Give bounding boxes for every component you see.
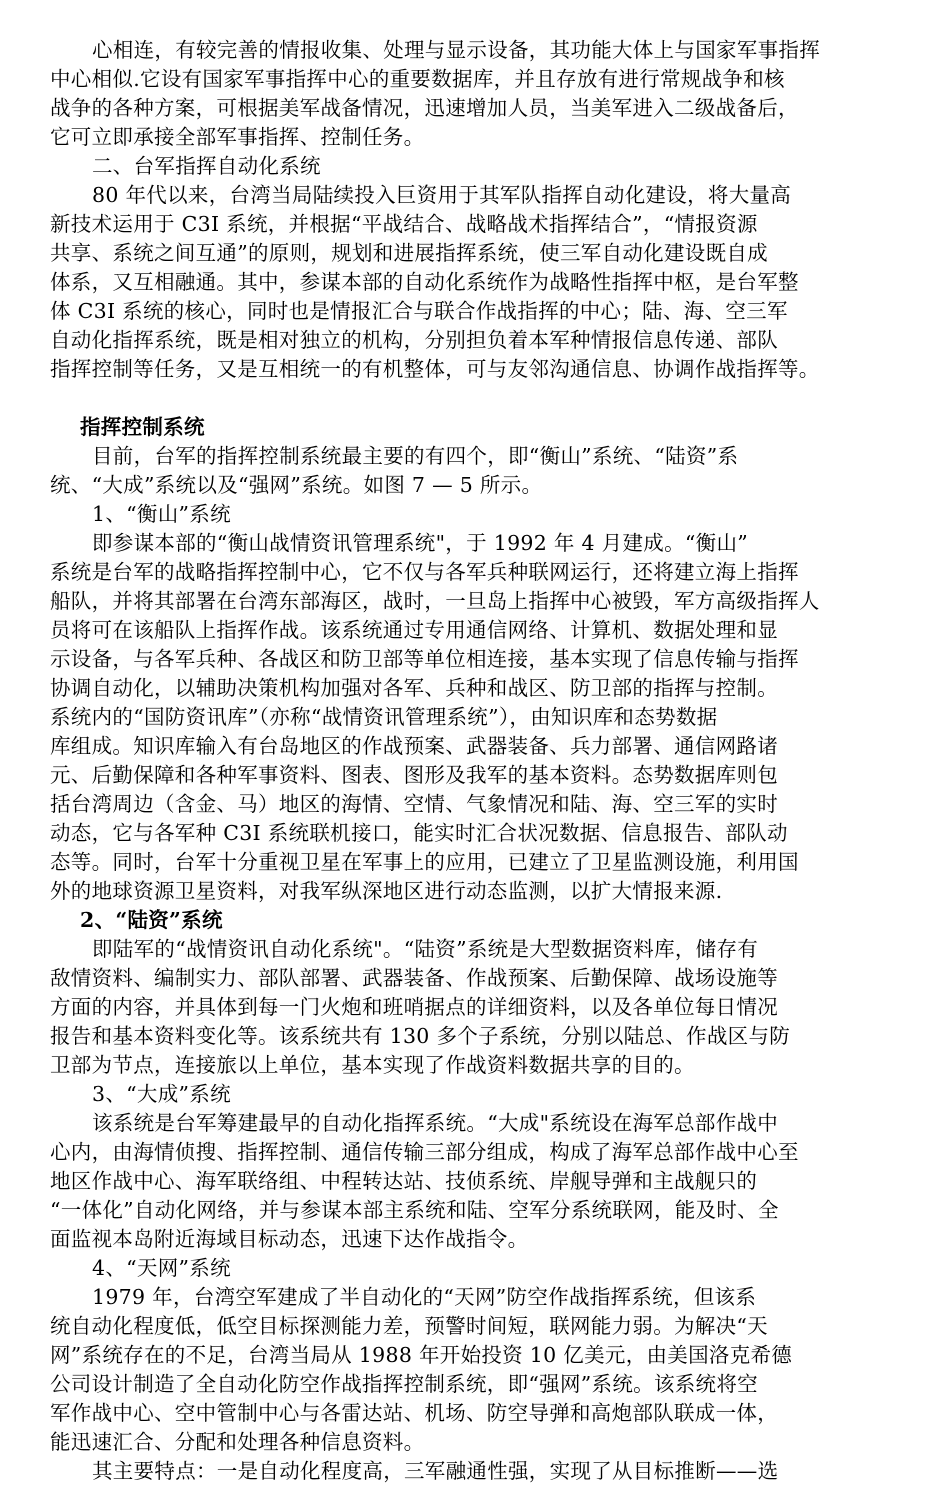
text-line: 态等。同时，台军十分重视卫星在军事上的应用，已建立了卫星监测设施，利用国: [50, 850, 799, 874]
body-paragraph: [50, 36, 905, 152]
text-line: 中心相似.它设有国家军事指挥中心的重要数据库，并且存放有进行常规战争和核: [50, 67, 785, 91]
text-line: 二、台军指挥自动化系统: [92, 154, 321, 178]
text-line: 系统内的“国防资讯库”（亦称“战情资讯管理系统”），由知识库和态势数据: [50, 705, 718, 729]
text-line: 示设备，与各军兵种、各战区和防卫部等单位相连接，基本实现了信息传输与指挥: [50, 647, 799, 671]
body-paragraph: [50, 1109, 905, 1254]
text-line: 1979 年，台湾空军建成了半自动化的“天网”防空作战指挥系统，但该系: [92, 1285, 757, 1309]
text-line: 体 C3I 系统的核心，同时也是情报汇合与联合作战指挥的中心；陆、海、空三军: [50, 299, 788, 323]
text-line: 心相连，有较完善的情报收集、处理与显示设备，其功能大体上与国家军事指挥: [92, 38, 820, 62]
text-line: 80 年代以来，台湾当局陆续投入巨资用于其军队指挥自动化建设，将大量高: [92, 183, 792, 207]
text-line: 其主要特点：一是自动化程度高，三军融通性强，实现了从目标推断——选: [92, 1459, 779, 1483]
text-line: 它可立即承接全部军事指挥、控制任务。: [50, 125, 425, 149]
text-line: 即参谋本部的“衡山战情资讯管理系统"，于 1992 年 4 月建成。“衡山”: [92, 531, 749, 555]
text-line: 目前，台军的指挥控制系统最主要的有四个，即“衡山”系统、“陆资”系: [92, 444, 739, 468]
text-line: 协调自动化，以辅助决策机构加强对各军、兵种和战区、防卫部的指挥与控制。: [50, 676, 778, 700]
text-line: 报告和基本资料变化等。该系统共有 130 多个子系统，分别以陆总、作战区与防: [50, 1024, 791, 1048]
text-line: 指挥控制系统: [80, 415, 205, 439]
text-line: 统、“大成”系统以及“强网”系统。如图 7 — 5 所示。: [50, 473, 543, 497]
text-line: 新技术运用于 C3I 系统，并根据“平战结合、战略战术指挥结合”，“情报资源: [50, 212, 758, 236]
text-line: 卫部为节点，连接旅以上单位，基本实现了作战资料数据共享的目的。: [50, 1053, 695, 1077]
text-line: 员将可在该船队上指挥作战。该系统通过专用通信网络、计算机、数据处理和显: [50, 618, 778, 642]
text-line: 自动化指挥系统，既是相对独立的机构，分别担负着本军种情报信息传递、部队: [50, 328, 778, 352]
body-paragraph: [50, 1283, 905, 1457]
document-page: [50, 36, 905, 1486]
text-line: 敌情资料、编制实力、部队部署、武器装备、作战预案、后勤保障、战场设施等: [50, 966, 778, 990]
section-heading: [50, 413, 905, 442]
body-paragraph: [50, 935, 905, 1080]
text-line: 指挥控制等任务，又是互相统一的有机整体，可与友邻沟通信息、协调作战指挥等。: [50, 357, 820, 381]
text-line: 4、“天网”系统: [92, 1256, 231, 1280]
text-line: 元、后勤保障和各种军事资料、图表、图形及我军的基本资料。态势数据库则包: [50, 763, 778, 787]
text-line: 网”系统存在的不足，台湾当局从 1988 年开始投资 10 亿美元，由美国洛克希德: [50, 1343, 793, 1367]
text-line: 3、“大成”系统: [92, 1082, 231, 1106]
body-paragraph: [50, 529, 905, 906]
text-line: 地区作战中心、海军联络组、中程转达站、技侦系统、岸舰导弹和主战舰只的: [50, 1169, 758, 1193]
section-subheading: [50, 152, 905, 181]
text-line: 1、“衡山”系统: [92, 502, 231, 526]
text-line: 统自动化程度低，低空目标探测能力差，预警时间短，联网能力弱。为解决“天: [50, 1314, 768, 1338]
text-line: 库组成。知识库输入有台岛地区的作战预案、武器装备、兵力部署、通信网路诸: [50, 734, 778, 758]
text-line: 方面的内容，并具体到每一门火炮和班哨据点的详细资料，以及各单位每日情况: [50, 995, 778, 1019]
text-line: 公司设计制造了全自动化防空作战指挥控制系统，即“强网”系统。该系统将空: [50, 1372, 758, 1396]
text-line: 动态，它与各军种 C3I 系统联机接口，能实时汇合状况数据、信息报告、部队动: [50, 821, 788, 845]
body-paragraph: [50, 1457, 905, 1486]
section-subheading: [50, 1254, 905, 1283]
blank-line: [50, 384, 905, 413]
text-line: 能迅速汇合、分配和处理各种信息资料。: [50, 1430, 425, 1454]
text-line: 面监视本岛附近海域目标动态，迅速下达作战指令。: [50, 1227, 529, 1251]
body-paragraph: [50, 181, 905, 384]
text-line: 体系，又互相融通。其中，参谋本部的自动化系统作为战略性指挥中枢，是台军整: [50, 270, 799, 294]
text-line: 心内，由海情侦搜、指挥控制、通信传输三部分组成，构成了海军总部作战中心至: [50, 1140, 799, 1164]
text-line: 共享、系统之间互通”的原则，规划和进展指挥系统，使三军自动化建设既自成: [50, 241, 768, 265]
section-subheading: [50, 1080, 905, 1109]
text-line: 即陆军的“战情资讯自动化系统"。“陆资”系统是大型数据资料库，储存有: [92, 937, 759, 961]
text-line: 系统是台军的战略指挥控制中心，它不仅与各军兵种联网运行，还将建立海上指挥: [50, 560, 799, 584]
text-line: 2、“陆资”系统: [80, 908, 223, 932]
text-line: 括台湾周边（含金、马）地区的海情、空情、气象情况和陆、海、空三军的实时: [50, 792, 778, 816]
text-line: “一体化”自动化网络，并与参谋本部主系统和陆、空军分系统联网，能及时、全: [50, 1198, 779, 1222]
body-paragraph: [50, 442, 905, 500]
text-line: 外的地球资源卫星资料，对我军纵深地区进行动态监测，以扩大情报来源.: [50, 879, 723, 903]
text-line: 军作战中心、空中管制中心与各雷达站、机场、防空导弹和高炮部队联成一体，: [50, 1401, 778, 1425]
text-line: 该系统是台军筹建最早的自动化指挥系统。“大成"系统设在海军总部作战中: [92, 1111, 779, 1135]
text-line: 战争的各种方案，可根据美军战备情况，迅速增加人员，当美军进入二级战备后，: [50, 96, 799, 120]
section-subheading: [50, 500, 905, 529]
text-line: 船队，并将其部署在台湾东部海区，战时，一旦岛上指挥中心被毁，军方高级指挥人: [50, 589, 820, 613]
section-heading: [50, 906, 905, 935]
